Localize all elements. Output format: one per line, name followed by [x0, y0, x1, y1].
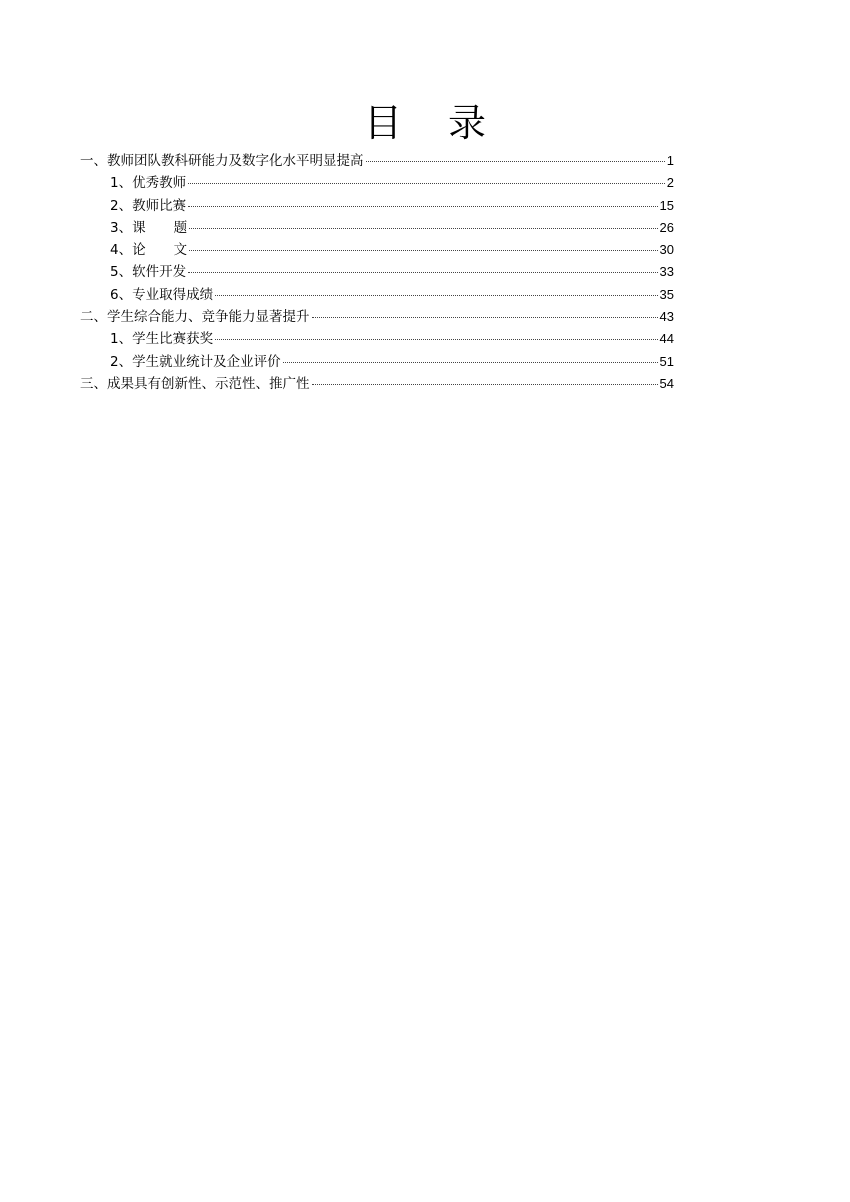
- dot-leader: [188, 272, 657, 273]
- toc-entry-label: 5、软件开发: [110, 264, 187, 281]
- toc-entry-label: 三、成果具有创新性、示范性、推广性: [80, 375, 310, 392]
- toc-entry-1-6[interactable]: [80, 284, 674, 306]
- dot-leader: [188, 183, 665, 184]
- dot-leader: [312, 317, 658, 318]
- toc-entry-page-number: 51: [659, 353, 674, 369]
- toc-entry-page-number: 26: [659, 219, 674, 235]
- title-char-1: 目: [363, 101, 402, 145]
- dot-leader: [188, 206, 657, 207]
- toc-entry-section-1[interactable]: [80, 150, 674, 172]
- dot-leader: [215, 295, 657, 296]
- dot-leader: [189, 228, 657, 229]
- dot-leader: [312, 384, 658, 385]
- toc-entry-1-4[interactable]: [80, 239, 674, 261]
- toc-entry-page-number: 1: [666, 153, 674, 168]
- toc-entry-page-number: 54: [659, 375, 674, 391]
- toc-entry-page-number: 44: [659, 331, 674, 347]
- toc-entry-1-2[interactable]: [80, 195, 674, 217]
- dot-leader: [283, 362, 658, 363]
- toc-entry-word-1: 课: [132, 219, 174, 236]
- toc-entry-page-number: 35: [659, 286, 674, 302]
- table-of-contents: [80, 150, 674, 395]
- toc-entry-label: 2、学生就业统计及企业评价: [110, 353, 281, 370]
- toc-entry-label: 二、学生综合能力、竞争能力显著提升: [80, 309, 310, 326]
- toc-entry-number: 3、: [110, 219, 133, 236]
- toc-entry-label: [110, 217, 187, 239]
- dot-leader: [366, 161, 665, 162]
- toc-entry-label: 1、学生比赛获奖: [110, 331, 214, 348]
- toc-entry-1-1[interactable]: [80, 172, 674, 194]
- toc-entry-word-2: 题: [173, 219, 188, 236]
- toc-entry-page-number: 33: [659, 264, 674, 280]
- toc-entry-label: 1、优秀教师: [110, 175, 187, 192]
- dot-leader: [215, 339, 657, 340]
- toc-entry-word-2: 文: [173, 242, 188, 259]
- toc-entry-page-number: 2: [666, 175, 674, 191]
- toc-entry-word-1: 论: [132, 242, 174, 259]
- toc-entry-page-number: 30: [659, 242, 674, 258]
- toc-entry-1-5[interactable]: [80, 261, 674, 283]
- toc-entry-label: 6、专业取得成绩: [110, 286, 214, 303]
- toc-entry-2-1[interactable]: [80, 328, 674, 350]
- toc-entry-1-3[interactable]: [80, 217, 674, 239]
- dot-leader: [189, 250, 657, 251]
- page-title: [0, 92, 850, 147]
- toc-entry-section-3[interactable]: [80, 373, 674, 395]
- toc-entry-page-number: 43: [659, 309, 674, 325]
- toc-entry-label: 一、教师团队教科研能力及数字化水平明显提高: [80, 153, 364, 169]
- toc-entry-2-2[interactable]: [80, 351, 674, 373]
- toc-entry-section-2[interactable]: [80, 306, 674, 328]
- toc-entry-page-number: 15: [659, 197, 674, 213]
- toc-entry-number: 4、: [110, 242, 133, 259]
- toc-entry-label: 2、教师比赛: [110, 197, 187, 214]
- title-char-2: 录: [448, 101, 487, 145]
- toc-entry-label: [110, 239, 187, 261]
